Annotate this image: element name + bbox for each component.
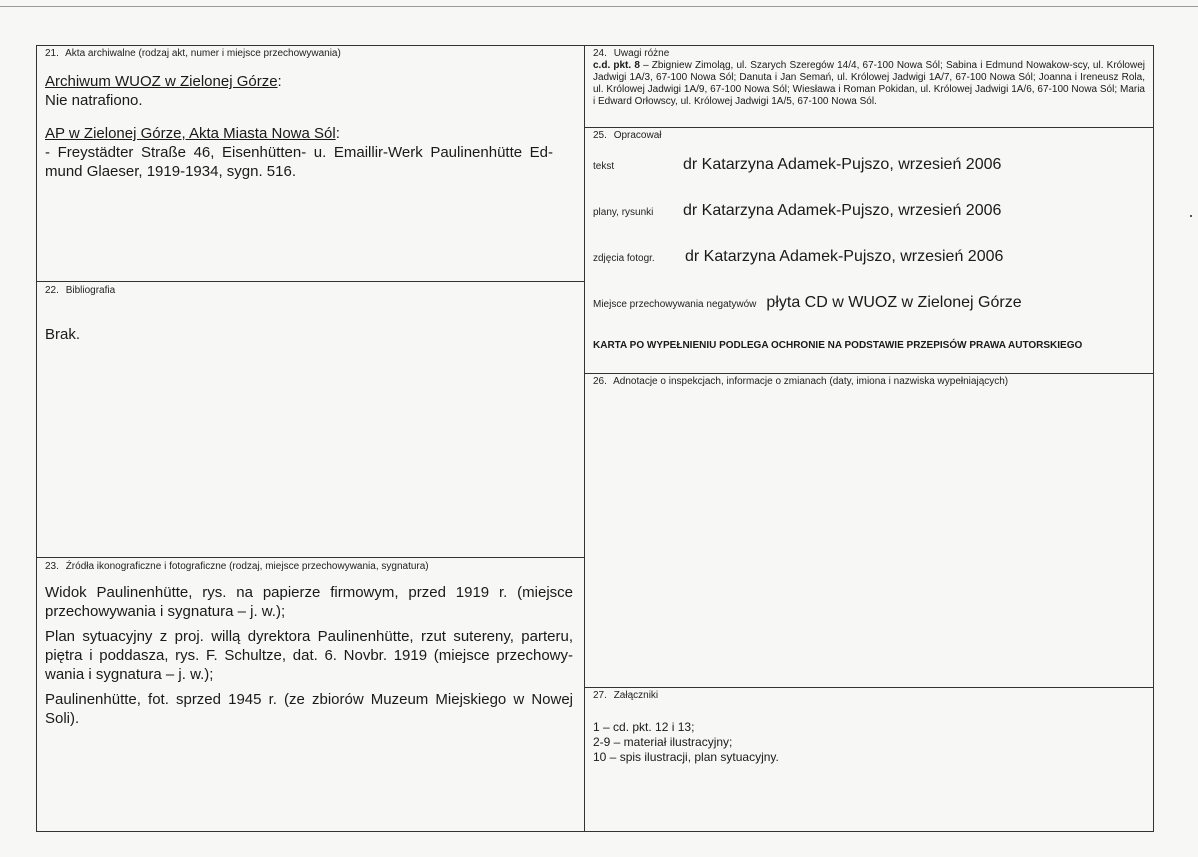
remarks-continuation-ref: c.d. pkt. 8 — [593, 60, 640, 71]
section-27-label — [593, 690, 1145, 702]
section-24-title: Uwagi różne — [613, 48, 670, 59]
section-23-number: 23. — [45, 561, 59, 572]
source-item-2: Plan sytuacyjny z proj. willą dyrektora Paulinenhütte, rzut sutereny, parteru, piętra i poddasza, rys. F. Schultze, dat. 6. Novbr. 1919 (miejsce przechowy-wania i sygnatura – j. w.); — [45, 628, 573, 683]
prepared-row-text-label: tekst — [593, 161, 615, 172]
prepared-row-text-value: dr Katarzyna Adamek-Pujszo, wrzesień 2006 — [683, 156, 1002, 173]
negatives-location-row — [593, 294, 1022, 312]
section-21-number: 21. — [45, 48, 59, 59]
archive-heading-1-colon: : — [277, 73, 282, 90]
archive-heading-2 — [45, 124, 575, 143]
section-27-attachments — [585, 688, 1153, 831]
remarks-text — [593, 60, 1145, 108]
prepared-row-photos-label: zdjęcia fotogr. — [593, 253, 655, 264]
section-27-number: 27. — [593, 690, 607, 701]
section-25-number: 25. — [593, 130, 607, 141]
section-27-title: Załączniki — [613, 690, 659, 701]
prepared-row-plans-label: plany, rysunki — [593, 207, 654, 218]
scan-speck — [1190, 215, 1192, 217]
section-24-remarks — [585, 46, 1153, 127]
bibliography-text: Brak. — [45, 326, 81, 343]
section-22-bibliography — [37, 282, 583, 556]
remarks-owners-list: – Zbigniew Zimoląg, ul. Szarych Szeregów 14/4, 67-100 Nowa Sól; Sabina i Edmund Nowakow-scy, ul. Królowej Jadwigi 1A/3, 67-100 Nowa Sól; Danuta i Jan Semań, ul. Królowej Jadwigi 1A/7, 67-100 Nowa Sól; Joanna i Ireneusz Rola, ul. Królowej Jadwigi 1A/9, 67-100 Nowa Sól; Wiesława i Roman Pokidan, ul. Królowej Jadwigi 1A/6, 67-100 Nowa Sól; Maria i Edward Orłowscy, ul. Królowej Jadwigi 1A/5, 67-100 Nowa Sól. — [593, 60, 1145, 107]
negatives-location-label: Miejsce przechowywania negatywów — [593, 299, 757, 310]
section-26-number: 26. — [593, 376, 607, 387]
section-22-label — [45, 285, 575, 297]
section-25-label — [593, 130, 1145, 142]
archive-name-ap: AP w Zielonej Górze, Akta Miasta Nowa Sól — [45, 125, 336, 142]
section-24-number: 24. — [593, 48, 607, 59]
prepared-row-photos-value: dr Katarzyna Adamek-Pujszo, wrzesień 2006 — [685, 248, 1004, 265]
section-23-title: Źródła ikonograficzne i fotograficzne (rodzaj, miejsce przechowywania, sygnatura) — [65, 561, 429, 572]
attachment-item: 1 – cd. pkt. 12 i 13; — [593, 720, 695, 734]
top-edge-line — [0, 6, 1198, 7]
archive-heading-1 — [45, 72, 575, 91]
section-26-label — [593, 376, 1145, 388]
prepared-row-plans — [593, 202, 1001, 220]
archive-heading-2-colon: : — [335, 125, 340, 142]
section-22-number: 22. — [45, 285, 59, 296]
prepared-row-plans-value: dr Katarzyna Adamek-Pujszo, wrzesień 2006 — [683, 202, 1002, 219]
archive-name-wuoz: Archiwum WUOZ w Zielonej Górze — [45, 73, 278, 90]
section-26-title: Adnotacje o inspekcjach, informacje o zmianach (daty, imiona i nazwiska wypełniających) — [613, 376, 1009, 387]
attachments-list — [593, 720, 1145, 765]
attachment-item: 10 – spis ilustracji, plan sytuacyjny. — [593, 750, 779, 764]
attachment-item: 2-9 – materiał ilustracyjny; — [593, 735, 733, 749]
section-21-archival-records — [37, 46, 583, 280]
prepared-row-photos — [593, 248, 1003, 266]
section-21-title: Akta archiwalne (rodzaj akt, numer i miejsce przechowywania) — [65, 48, 341, 59]
archive-ap-record: - Freystädter Straße 46, Eisenhütten- u. Emaillir-Werk Paulinenhütte Ed-mund Glaeser, 1919-1934, sygn. 516. — [45, 144, 553, 180]
negatives-location-value: płyta CD w WUOZ w Zielonej Górze — [766, 294, 1022, 311]
section-23-iconographic-sources — [37, 558, 583, 831]
section-26-annotations — [585, 374, 1153, 687]
source-item-3: Paulinenhütte, fot. sprzed 1945 r. (ze zbiorów Muzeum Miejskiego w Nowej Soli). — [45, 691, 573, 727]
section-22-title: Bibliografia — [65, 285, 116, 296]
section-23-label — [45, 561, 575, 573]
copyright-notice: KARTA PO WYPEŁNIENIU PODLEGA OCHRONIE NA PODSTAWIE PRZEPISÓW PRAWA AUTORSKIEGO — [593, 340, 1083, 351]
prepared-row-text — [593, 156, 1001, 174]
section-24-label — [593, 48, 1145, 60]
archive-wuoz-result: Nie natrafiono. — [45, 92, 143, 109]
section-25-title: Opracował — [613, 130, 662, 141]
source-item-1: Widok Paulinenhütte, rys. na papierze firmowym, przed 1919 r. (miejsce przechowywania i sygnatura – j. w.); — [45, 584, 573, 620]
section-21-label — [45, 48, 575, 60]
